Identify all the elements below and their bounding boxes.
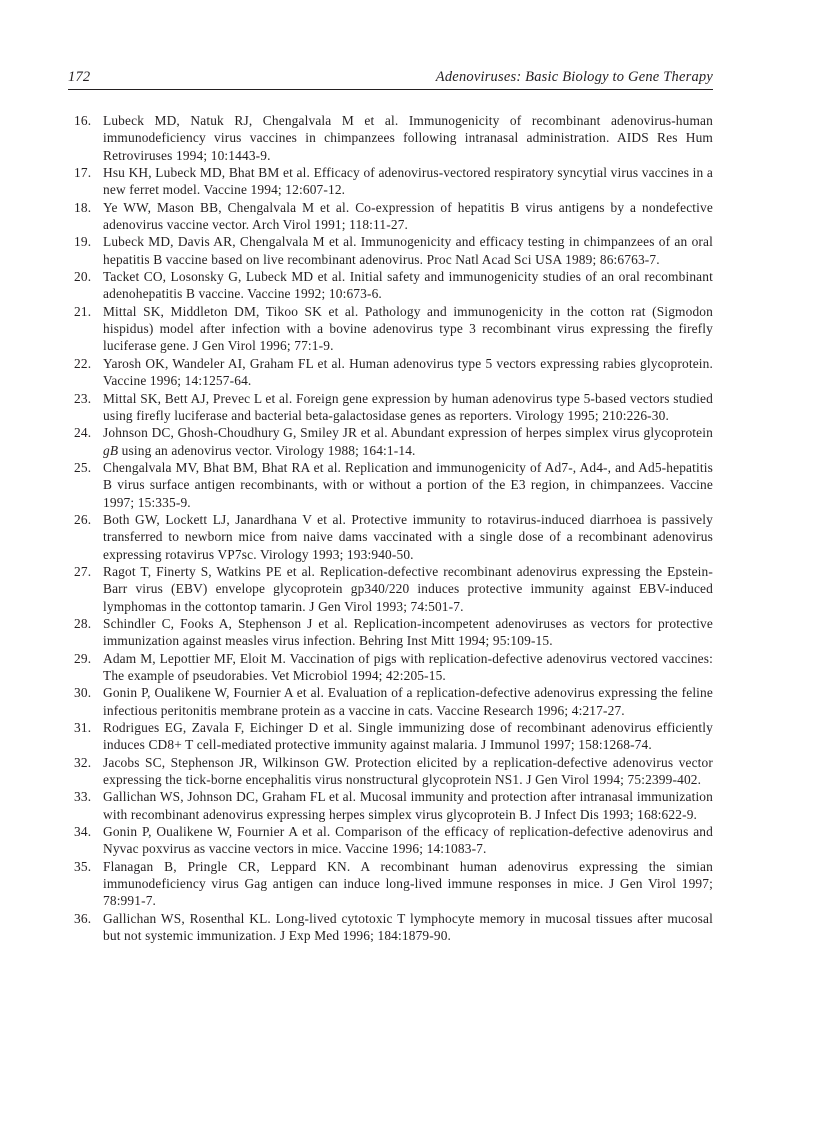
- reference-text: Johnson DC, Ghosh-Choudhury G, Smiley JR et al. Abundant expression of herpes simplex virus glycoprotein gB using an adenovirus vector. Virology 1988; 164:1-14.: [103, 425, 713, 458]
- reference-text: Gonin P, Oualikene W, Fournier A et al. Comparison of the efficacy of replication-defective adenovirus and Nyvac poxvirus as vaccine vectors in mice. Vaccine 1996; 14:1083-7.: [103, 824, 713, 857]
- running-header: [68, 67, 713, 90]
- reference-number: 18.: [74, 199, 92, 215]
- reference-text: Schindler C, Fooks A, Stephenson J et al. Replication-incompetent adenoviruses as vectors for protective immunization against measles virus infection. Behring Inst Mitt 1994; 95:109-15.: [103, 615, 713, 649]
- reference-text: Rodrigues EG, Zavala F, Eichinger D et al. Single immunizing dose of recombinant adenovirus efficiently induces CD8+ T cell-mediated protective immunity against malaria. J Immunol 1997; 158:1268-74.: [103, 720, 713, 753]
- reference-item: [74, 910, 713, 945]
- reference-number: 17.: [74, 165, 92, 181]
- reference-item: [74, 355, 713, 390]
- reference-text: Mittal SK, Middleton DM, Tikoo SK et al. Pathology and immunogenicity in the cotton rat (Sigmodon hispidus) model after infection with a bovine adenovirus type 3 recombinant virus expressing the firefly luciferase gene. J Gen Virol 1996; 77:1-9.: [103, 303, 713, 354]
- reference-text: Lubeck MD, Natuk RJ, Chengalvala M et al. Immunogenicity of recombinant adenovirus-human immunodeficiency virus vaccines in chimpanzees following intranasal administration. AIDS Res Hum Retroviruses 1994; 10:1443-9.: [103, 113, 713, 163]
- reference-number: 24.: [74, 425, 92, 441]
- reference-text: Mittal SK, Bett AJ, Prevec L et al. Foreign gene expression by human adenovirus type 5-based vectors studied using firefly luciferase and bacterial beta-galactosidase genes as reporters. Virology 1995; 210:226-30.: [103, 390, 713, 423]
- reference-text: Adam M, Lepottier MF, Eloit M. Vaccination of pigs with replication-defective adenovirus vectored vaccines: The example of pseudorabies. Vet Microbiol 1994; 42:205-15.: [103, 650, 713, 683]
- reference-item: [74, 754, 713, 789]
- reference-item: [74, 390, 713, 425]
- reference-item: [74, 823, 713, 858]
- reference-number: 20.: [74, 269, 92, 285]
- reference-item: [74, 199, 713, 234]
- reference-text: Tacket CO, Losonsky G, Lubeck MD et al. Initial safety and immunogenicity studies of an oral recombinant adenohepatitis B vaccine. Vaccine 1992; 10:673-6.: [103, 269, 713, 302]
- reference-text: Gonin P, Oualikene W, Fournier A et al. Evaluation of a replication-defective adenovirus expressing the feline infectious peritonitis membrane protein as a vaccine in cats. Vaccine Research 1996; 4:217-27.: [103, 685, 713, 718]
- reference-number: 34.: [74, 824, 92, 840]
- reference-number: 29.: [74, 650, 92, 666]
- reference-number: 22.: [74, 355, 92, 371]
- page-number: 172: [68, 69, 91, 85]
- reference-number: 25.: [74, 459, 92, 475]
- reference-number: 36.: [74, 910, 92, 926]
- reference-text: Ragot T, Finerty S, Watkins PE et al. Replication-defective recombinant adenovirus expressing the Epstein-Barr virus (EBV) envelope glycoprotein gp340/220 induces protective immunity against EBV-induced lymphomas in the cottontop tamarin. J Gen Virol 1993; 74:501-7.: [103, 563, 713, 614]
- reference-number: 27.: [74, 563, 92, 579]
- reference-number: 35.: [74, 858, 92, 874]
- reference-number: 23.: [74, 390, 92, 406]
- reference-item: [74, 164, 713, 199]
- reference-item: [74, 303, 713, 355]
- reference-number: 21.: [74, 303, 92, 319]
- reference-item: [74, 459, 713, 511]
- reference-text: Hsu KH, Lubeck MD, Bhat BM et al. Efficacy of adenovirus-vectored respiratory syncytial virus vaccines in a new ferret model. Vaccine 1994; 12:607-12.: [103, 165, 713, 198]
- reference-list: [74, 112, 713, 945]
- reference-number: 26.: [74, 511, 92, 527]
- reference-item: [74, 684, 713, 719]
- reference-number: 19.: [74, 234, 92, 250]
- reference-text: Ye WW, Mason BB, Chengalvala M et al. Co-expression of hepatitis B virus antigens by a nondefective adenovirus vaccine vector. Arch Virol 1991; 118:11-27.: [103, 199, 713, 233]
- reference-number: 31.: [74, 720, 92, 736]
- reference-item: [74, 719, 713, 754]
- running-title: Adenoviruses: Basic Biology to Gene Therapy: [435, 69, 713, 85]
- reference-number: 28.: [74, 615, 92, 631]
- reference-text: Gallichan WS, Rosenthal KL. Long-lived cytotoxic T lymphocyte memory in mucosal tissues after mucosal but not systemic immunization. J Exp Med 1996; 184:1879-90.: [103, 910, 713, 944]
- reference-item: [74, 615, 713, 650]
- reference-number: 16.: [74, 113, 92, 128]
- reference-text: Yarosh OK, Wandeler AI, Graham FL et al. Human adenovirus type 5 vectors expressing rabies glycoprotein. Vaccine 1996; 14:1257-64.: [103, 355, 713, 389]
- reference-number: 32.: [74, 754, 92, 770]
- reference-item: [74, 268, 713, 303]
- reference-number: 33.: [74, 789, 92, 805]
- reference-text: Chengalvala MV, Bhat BM, Bhat RA et al. Replication and immunogenicity of Ad7-, Ad4-, and Ad5-hepatitis B virus surface antigen recombinants, with or without a portion of the E3 region, in chimpanzees. Vaccine 1997; 15:335-9.: [103, 459, 713, 510]
- reference-item: [74, 650, 713, 685]
- reference-item: [74, 424, 713, 459]
- reference-text: Both GW, Lockett LJ, Janardhana V et al. Protective immunity to rotavirus-induced diarrhoea is passively transferred to newborn mice from naive dams vaccinated with a single dose of a recombinant adenovirus expressing rotavirus VP7sc. Virology 1993; 193:940-50.: [103, 511, 713, 562]
- reference-number: 30.: [74, 685, 92, 701]
- reference-item: [74, 233, 713, 268]
- reference-text: Gallichan WS, Johnson DC, Graham FL et al. Mucosal immunity and protection after intranasal immunization with recombinant adenovirus expressing herpes simplex virus glycoprotein B. J Infect Dis 1993; 168:622-9.: [103, 789, 713, 822]
- reference-item: [74, 563, 713, 615]
- reference-item: [74, 858, 713, 910]
- reference-text: Lubeck MD, Davis AR, Chengalvala M et al. Immunogenicity and efficacy testing in chimpanzees of an oral hepatitis B vaccine based on live recombinant adenovirus. Proc Natl Acad Sci USA 1989; 86:6763-7.: [103, 234, 713, 267]
- reference-text: Jacobs SC, Stephenson JR, Wilkinson GW. Protection elicited by a replication-defective adenovirus vector expressing the tick-borne encephalitis virus nonstructural glycoprotein NS1. J Gen Virol 1994; 75:2399-402.: [103, 754, 713, 788]
- reference-item: [74, 112, 713, 164]
- reference-text: Flanagan B, Pringle CR, Leppard KN. A recombinant human adenovirus expressing the simian immunodeficiency virus Gag antigen can induce long-lived immune responses in mice. J Gen Virol 1997; 78:991-7.: [103, 858, 713, 909]
- reference-item: [74, 511, 713, 563]
- reference-item: [74, 788, 713, 823]
